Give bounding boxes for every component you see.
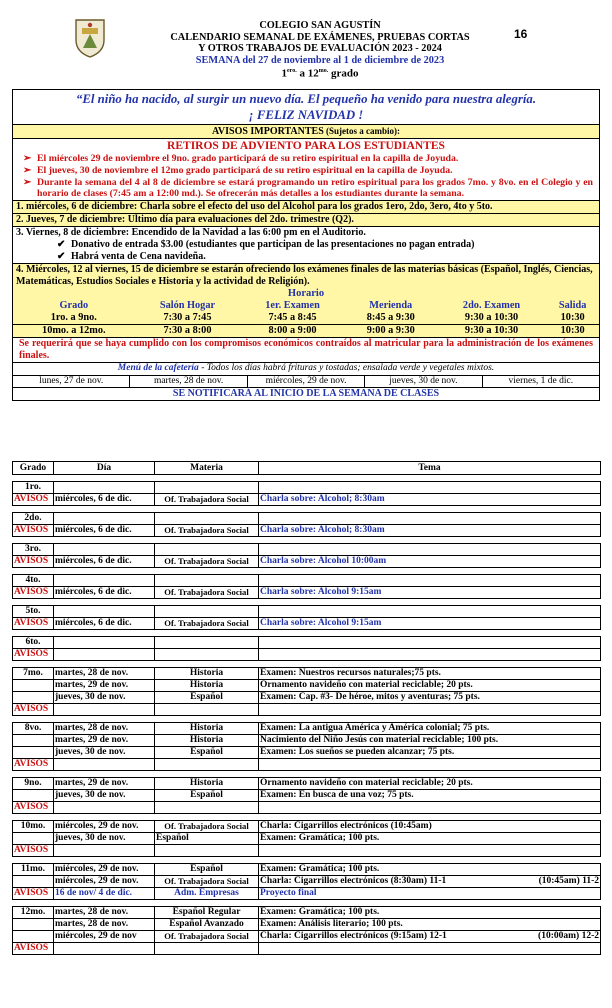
horario-cell: 10:30 [546,325,599,338]
table-row [13,680,601,692]
row-day: 16 de nov/ 4 de dic. [54,888,155,900]
row-day: jueves, 30 de nov. [54,790,155,802]
table-row [13,931,601,943]
table-row [13,833,601,845]
table-row [13,759,601,771]
col-header: Grado [13,462,54,475]
grade-label: 12mo. [13,907,54,919]
row-subject: Historia [155,723,259,735]
avisos-label: AVISOS [13,845,54,857]
grade-label: 11mo. [13,864,54,876]
grade-label: 3ro. [13,544,54,556]
table-row [13,544,601,556]
avisos-label: AVISOS [13,556,54,568]
col-header: Día [54,462,155,475]
avisos-label: AVISOS [13,525,54,537]
row-day: martes, 28 de nov. [54,907,155,919]
horario-cell: 8:00 a 9:00 [240,325,344,338]
row-topic: Charla: Cigarrillos electrónicos (10:45am) [259,821,601,833]
row-topic: Examen: Gramática; 100 pts. [259,907,601,919]
announcements-box [12,89,600,401]
row-topic: Nacimiento del Niño Jesús con material reciclable; 100 pts. [259,735,601,747]
check-item: ✔ Habrá venta de Cena navideña. [13,251,599,263]
row-topic: Examen: Gramática; 100 pts. [259,833,601,845]
table-row [13,845,601,857]
menu-day: viernes, 1 de dic. [508,375,574,386]
row-day: martes, 28 de nov. [54,723,155,735]
row-topic: Ornamento navideño con material reciclable; 20 pts. [259,778,601,790]
table-row [13,587,601,599]
menu-day: jueves, 30 de nov. [365,376,482,387]
horario-header: Salón Hogar [159,300,216,312]
row-topic: Charla: Cigarrillos electrónicos (8:30am) 11-1 (10:45am) 11-2 [260,876,599,887]
avisos-label: AVISOS [13,494,54,506]
menu-days [13,376,599,388]
christmas-quote: “El niño ha nacido, al surgir un nuevo día. El pequeño ha venido para nuestra alegría. ¡ FELIZ NAVIDAD ! [13,90,599,125]
menu-day: miércoles, 29 de nov. [248,376,365,387]
row-topic: Examen: En busca de una voz; 75 pts. [259,790,601,802]
grades-schedule-table [12,461,601,955]
avisos-label: AVISOS [13,802,54,814]
row-day: miércoles, 29 de nov. [54,876,155,888]
row-topic: Charla: Cigarrillos electrónicos (9:15am) 12-1 (10:00am) 12-2 [260,931,599,942]
row-day: miércoles, 6 de dic. [54,587,155,599]
grade-label: 8vo. [13,723,54,735]
row-day: miércoles, 29 de nov [54,931,155,943]
row-subject: Of. Trabajadora Social [155,587,259,599]
table-row [13,692,601,704]
row-subject: Of. Trabajadora Social [155,556,259,568]
grade-label: 5to. [13,606,54,618]
header-line-2: CALENDARIO SEMANAL DE EXÁMENES, PRUEBAS CORTAS [170,31,470,43]
retiros-list [13,153,599,200]
row-day: jueves, 30 de nov. [54,747,155,759]
row-subject: Historia [155,668,259,680]
row-day: miércoles, 6 de dic. [54,618,155,630]
horario-table [13,300,599,337]
horario-cell: 10mo. a 12mo. [13,325,135,338]
grade-label: 6to. [13,637,54,649]
avisos-title: AVISOS IMPORTANTES (Sujetos a cambio): [13,125,599,139]
grade-label: 7mo. [13,668,54,680]
avisos-label: AVISOS [13,704,54,716]
row-topic: Examen: Nuestros recursos naturales;75 pts. [259,668,601,680]
row-day: martes, 29 de nov. [54,680,155,692]
table-row [13,821,601,833]
week-range: SEMANA del 27 de noviembre al 1 de diciembre de 2023 [195,54,445,66]
row-subject: Español Regular [155,907,259,919]
row-subject: Of. Trabajadora Social [155,494,259,506]
row-subject: Español [155,864,259,876]
row-subject: Of. Trabajadora Social [155,525,259,537]
horario-cell: 1ro. a 9no. [50,312,97,324]
row-day: martes, 29 de nov. [54,735,155,747]
row-day: martes, 29 de nov. [54,778,155,790]
row-subject: Of. Trabajadora Social [155,931,259,943]
row-subject: Historia [155,680,259,692]
table-row [13,525,601,537]
retiro-item: ➢ Durante la semana del 4 al 8 de diciembre se estará programando un retiro espiritual para los grados 7mo. y 8vo. en el Colegio y en horario de clases (7:45 am a 12:00 md.). Se ofrecerán más detalles a los estudiantes durante la semana. [37,177,593,201]
avisos-label: AVISOS [13,759,54,771]
row-subject: Español [155,692,259,704]
horario-header: 1er. Examen [265,300,320,312]
row-subject: Of. Trabajadora Social [155,876,259,888]
row-topic: Ornamento navideño con material reciclable; 20 pts. [259,680,601,692]
row-subject: Historia [155,778,259,790]
horario-cell: 9:00 a 9:30 [345,325,437,338]
horario-cell: 10:30 [560,312,585,324]
row-topic: Examen: Cap. #3- De héroe, mitos y aventuras; 75 pts. [259,692,601,704]
table-row [13,864,601,876]
row-subject: Español [155,747,259,759]
retiro-item: ➢ El jueves, 30 de noviembre el 12mo grado participará de su retiro espiritual en la capilla de Joyuda. [37,165,593,177]
table-row [13,919,601,931]
row-day: miércoles, 29 de nov. [54,821,155,833]
row-subject: Adm. Empresas [155,888,259,900]
menu-cafeteria: Menú de la cafetería - Todos los días habrá frituras y tostadas; ensalada verde y vegetales mixtos. [13,363,599,376]
horario-cell: 9:30 a 10:30 [464,312,519,324]
school-name: COLEGIO SAN AGUSTÍN [259,20,381,31]
row-day: miércoles, 6 de dic. [54,494,155,506]
table-row [13,778,601,790]
menu-day: lunes, 27 de nov. [13,376,130,387]
row-topic: Examen: Los sueños se pueden alcanzar; 75 pts. [259,747,601,759]
table-row [13,618,601,630]
header-line-3: Y OTROS TRABAJOS DE EVALUACIÓN 2023 - 2024 [198,43,442,55]
row-topic: Charla sobre: Alcohol; 8:30am [259,494,601,506]
row-subject: Historia [155,735,259,747]
horario-title: Horario [287,288,325,300]
row-day: miércoles, 29 de nov. [54,864,155,876]
document-header [120,20,520,81]
horario-header: Salida [558,300,587,312]
table-row [13,735,601,747]
menu-day: martes, 28 de nov. [130,376,247,387]
grade-label: 1ro. [13,482,54,494]
row-topic: Charla sobre: Alcohol 10:00am [259,556,601,568]
row-subject: Español Avanzado [155,919,259,931]
row-day: jueves, 30 de nov. [54,833,155,845]
aviso-item-1: 1. miércoles, 6 de diciembre: Charla sobre el efecto del uso del Alcohol para los grados 1ero, 2do, 3ero, 4to y 5to. [13,201,599,214]
row-subject: Español [155,790,259,802]
avisos-label: AVISOS [13,649,54,661]
row-topic: Examen: Gramática; 100 pts. [259,864,601,876]
row-day: martes, 28 de nov. [54,668,155,680]
table-row [13,606,601,618]
aviso-item-2: 2. Jueves, 7 de diciembre: Ultimo día para evaluaciones del 2do. trimestre (Q2). [13,214,599,227]
grade-range: $1^{ero.}$ a $12^{mo.}$ grado [281,68,359,81]
table-row [13,494,601,506]
grade-label: 10mo. [13,821,54,833]
row-topic: Examen: Análisis literario; 100 pts. [259,919,601,931]
row-subject: Of. Trabajadora Social [155,821,259,833]
table-row [13,943,601,955]
requisito-note: Se requerirá que se haya cumplido con los compromisos económicos contraídos al matricular para la administración de los exámenes finales. [13,338,599,363]
table-row [13,790,601,802]
retiro-item: ➢ El miércoles 29 de noviembre el 9no. grado participará de su retiro espiritual en la capilla de Joyuda. [37,153,593,165]
table-row [13,513,601,525]
avisos-label: AVISOS [13,888,54,900]
row-topic: Examen: La antigua América y América colonial; 75 pts. [259,723,601,735]
table-row [13,876,601,888]
row-subject: Of. Trabajadora Social [155,618,259,630]
horario-header: Merienda [369,300,413,312]
school-logo [72,18,108,58]
table-row [13,888,601,900]
horario-header: 2do. Examen [462,300,521,312]
table-row [13,556,601,568]
aviso-item-3: 3. Viernes, 8 de diciembre: Encendido de la Navidad a las 6:00 pm en el Auditorio. ✔ Donativo de entrada $3.00 (estudiantes que participan de las presentaciones no pagan entrada) ✔ Habrá venta de Cena navideña. [13,227,599,264]
table-row [13,482,601,494]
horario-header: Grado [59,300,89,312]
row-topic: Proyecto final [259,888,601,900]
col-header: Materia [155,462,259,475]
row-day: jueves, 30 de nov. [54,692,155,704]
row-day: miércoles, 6 de dic. [54,525,155,537]
table-row [13,668,601,680]
table-row [13,637,601,649]
horario-cell: 7:30 a 8:00 [135,325,241,338]
row-day: martes, 28 de nov. [54,919,155,931]
row-day: miércoles, 6 de dic. [54,556,155,568]
avisos-label: AVISOS [13,943,54,955]
table-row [13,802,601,814]
table-row [13,649,601,661]
table-row [13,723,601,735]
avisos-label: AVISOS [13,587,54,599]
horario-cell: 8:45 a 9:30 [366,312,415,324]
table-row [13,704,601,716]
table-row [13,747,601,759]
table-row [13,907,601,919]
aviso-item-4: 4. Miércoles, 12 al viernes, 15 de diciembre se estarán ofreciendo los exámenes finales de las materias básicas (Español, Inglés, Ciencias, Matemáticas, Estudios Sociales e Historia y la actividad de Religión). Horario Grado Salón Hogar 1er. Examen Merienda 2do. Examen Salida 1ro. a 9no. 7:30 a 7:45 7:45 a 8:45 8:45 a 9:30 9:30 a 10:30 10:30 10mo. a 12mo. 7:30 a 8:00 8:00 a 9:00 9:00 a 9:30 9:30 a 10:30 10:30 [13,264,599,338]
row-topic: Charla sobre: Alcohol; 8:30am [259,525,601,537]
row-subject: Español [155,833,259,845]
horario-cell: 9:30 a 10:30 [437,325,547,338]
avisos-label: AVISOS [13,618,54,630]
row-topic: Charla sobre: Alcohol 9:15am [259,618,601,630]
grade-label: 2do. [13,513,54,525]
col-header: Tema [259,462,601,475]
horario-cell: 7:30 a 7:45 [163,312,212,324]
retiros-section [13,139,599,201]
grade-label: 9no. [13,778,54,790]
table-row [13,575,601,587]
row-topic: Charla sobre: Alcohol 9:15am [259,587,601,599]
horario-cell: 7:45 a 8:45 [268,312,317,324]
page-number: 16 [514,27,528,41]
grade-label: 4to. [13,575,54,587]
retiros-title: RETIROS DE ADVIENTO PARA LOS ESTUDIANTES [167,140,445,152]
notifica-note: SE NOTIFICARÁ AL INICIO DE LA SEMANA DE CLASES [172,387,440,399]
check-item: ✔ Donativo de entrada $3.00 (estudiantes que participan de las presentaciones no pagan entrada) [13,239,599,251]
